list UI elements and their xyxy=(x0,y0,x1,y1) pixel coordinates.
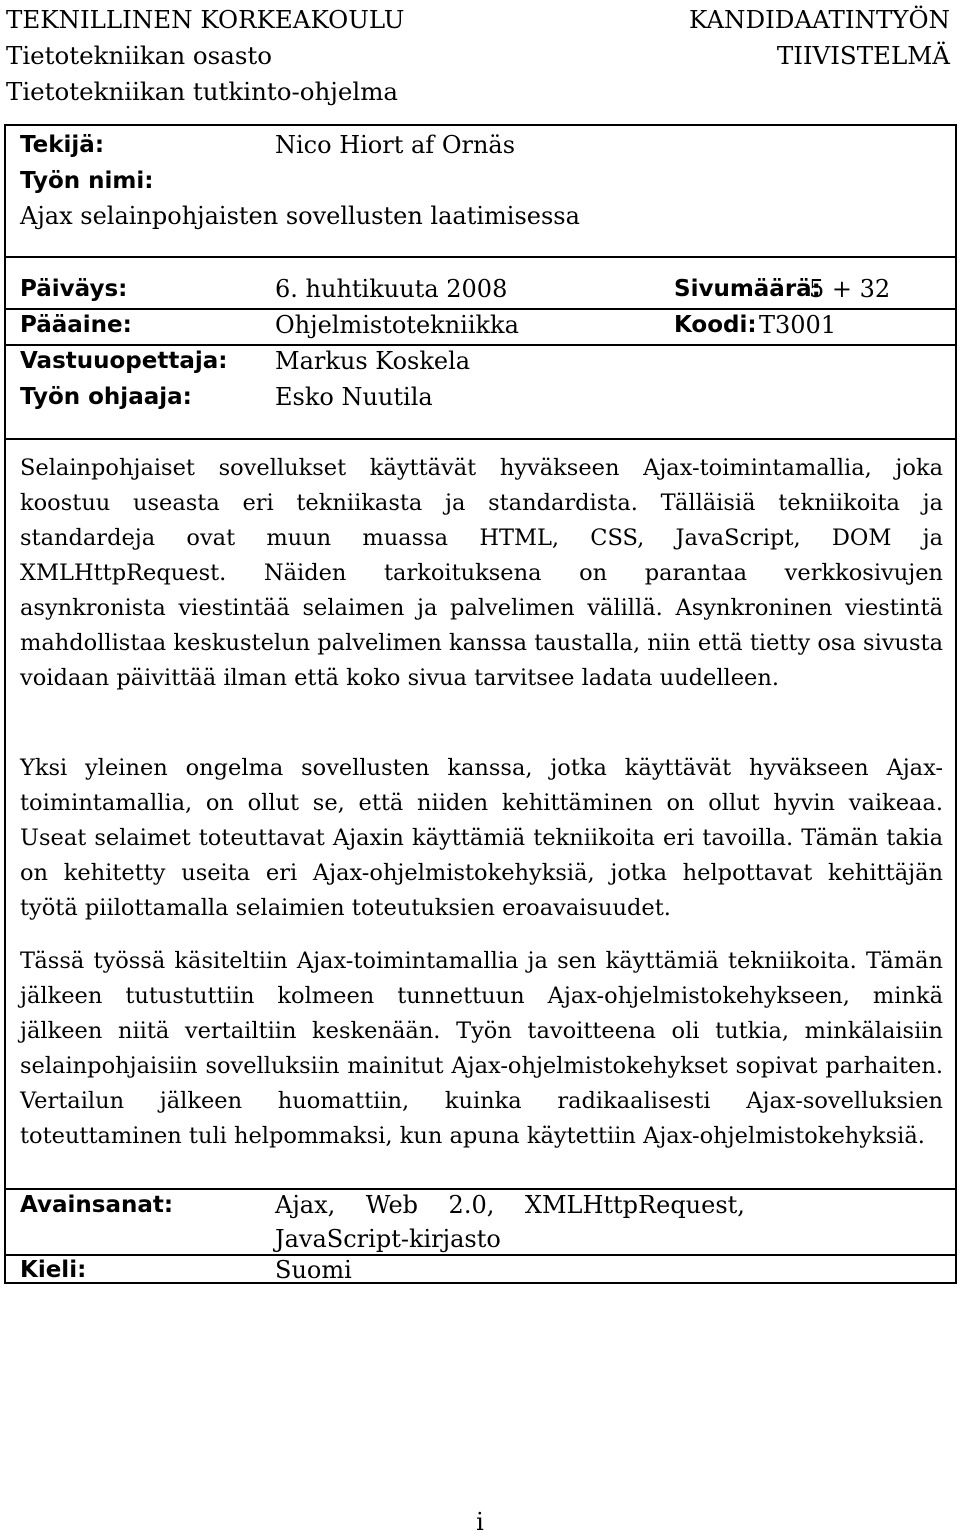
keywords-label: Avainsanat: xyxy=(20,1192,174,1218)
header-doc-type-line1: KANDIDAATINTYÖN xyxy=(689,5,950,34)
abstract-paragraph-2: Yksi yleinen ongelma sovellusten kanssa, jotka käyttävät hyväkseen Ajax-toimintamallia, on ollut se, että niiden kehittäminen on ollut hyvin vaikeaa. Useat selaimet toteuttavat Ajaxin käyttämiä tekniikoita eri tavoilla. Tämän takia on kehitetty useita eri Ajax-ohjelmistokehyksiä, jotka helpottavat kehittäjän työtä piilottamalla selaimien toteutuksien eroavaisuudet. xyxy=(20,755,943,921)
pages-value: 5 + 32 xyxy=(809,275,891,303)
language-value: Suomi xyxy=(275,1256,352,1284)
code-label: Koodi: xyxy=(674,312,757,338)
divider-5 xyxy=(6,1188,955,1190)
abstract-paragraph-3: Tässä työssä käsiteltiin Ajax-toimintamallia ja sen käyttämiä tekniikoita. Tämän jälkeen tutustuttiin kolmeen tunnettuun Ajax-ohjelmistokehykseen, minkä jälkeen niitä vertailtiin keskenään. Työn tavoitteena oli tutkia, minkälaisiin selainpohjaisiin sovelluksiin mainitut Ajax-ohjelmistokehykset sopivat parhaiten. Vertailun jälkeen huomattiin, kuinka radikaalisesti Ajax-sovelluksien toteuttaminen tuli helpommaksi, kun apuna käytettiin Ajax-ohjelmistokehyksiä. xyxy=(20,948,943,1149)
language-label: Kieli: xyxy=(20,1257,87,1283)
advisor-label: Työn ohjaaja: xyxy=(20,384,192,410)
date-value: 6. huhtikuuta 2008 xyxy=(275,275,508,303)
supervisor-value: Markus Koskela xyxy=(275,347,471,375)
major-value: Ohjelmistotekniikka xyxy=(275,311,519,339)
header-doc-type-line2: TIIVISTELMÄ xyxy=(776,41,950,70)
code-value: T3001 xyxy=(759,311,837,339)
advisor-value: Esko Nuutila xyxy=(275,383,433,411)
divider-1 xyxy=(6,256,955,258)
supervisor-label: Vastuuopettaja: xyxy=(20,348,228,374)
date-label: Päiväys: xyxy=(20,276,128,302)
divider-3 xyxy=(6,344,955,346)
divider-4 xyxy=(6,438,955,440)
divider-6 xyxy=(6,1254,955,1256)
header-institution xyxy=(6,2,404,110)
author-label: Tekijä: xyxy=(20,132,105,158)
header-university: TEKNILLINEN KORKEAKOULU xyxy=(6,5,405,34)
pages-label: Sivumäärä: xyxy=(674,276,821,302)
title-label: Työn nimi: xyxy=(20,168,154,194)
title-value: Ajax selainpohjaisten sovellusten laatimisessa xyxy=(20,202,580,230)
keywords-line-1: Ajax, Web 2.0, XMLHttpRequest, xyxy=(275,1191,745,1219)
divider-2 xyxy=(6,308,955,310)
author-value: Nico Hiort af Ornäs xyxy=(275,131,516,159)
major-label: Pääaine: xyxy=(20,312,132,338)
abstract-paragraph-1: Selainpohjaiset sovellukset käyttävät hyväkseen Ajax-toimintamallia, joka koostuu useasta eri tekniikasta ja standardista. Tälläisiä tekniikoita ja standardeja ovat muun muassa HTML, CSS, JavaScript, DOM ja XMLHttpRequest. Näiden tarkoituksena on parantaa verkkosivujen asynkronista viestintää selaimen ja palvelimen välillä. Asynkroninen viestintä mahdollistaa keskustelun palvelimen kanssa taustalla, niin että tietty osa sivusta voidaan päivittää ilman että koko sivua tarvitsee ladata uudelleen. xyxy=(20,455,943,691)
abstract-form xyxy=(4,124,957,1284)
keywords-line-2: JavaScript-kirjasto xyxy=(275,1225,501,1253)
page-number: i xyxy=(476,1508,484,1536)
header-department: Tietotekniikan osasto xyxy=(6,41,273,70)
header-doc-type xyxy=(689,2,950,74)
header-programme: Tietotekniikan tutkinto-ohjelma xyxy=(6,77,399,106)
